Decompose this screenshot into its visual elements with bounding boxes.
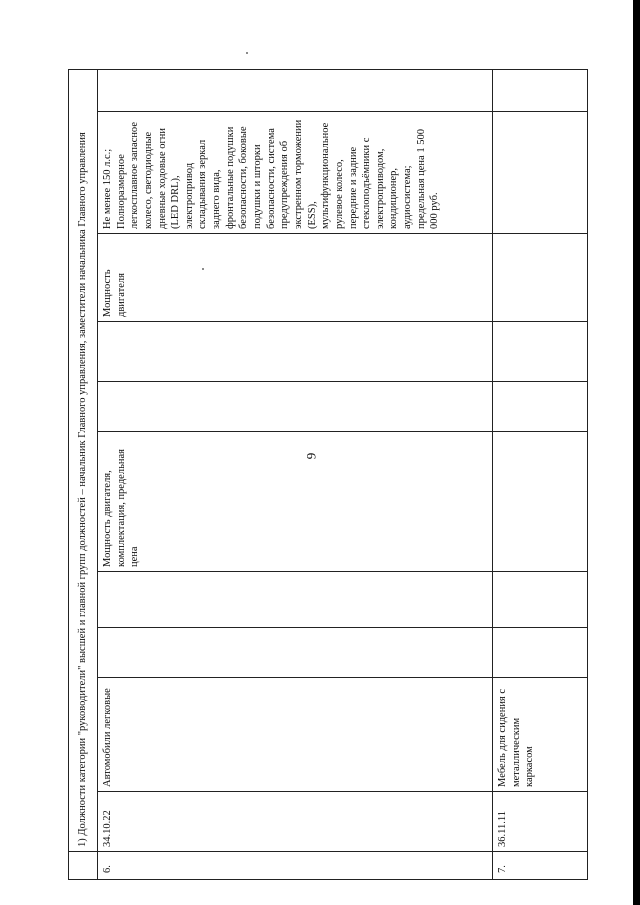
characteristic-param: Мощность двигателя xyxy=(98,234,493,322)
page-number: 9 xyxy=(303,452,319,460)
empty-cell xyxy=(98,69,493,111)
empty-cell xyxy=(98,382,493,432)
group-heading-row xyxy=(69,69,98,879)
empty-cell xyxy=(98,572,493,628)
empty-cell xyxy=(493,572,588,628)
empty-cell xyxy=(493,628,588,678)
document-table xyxy=(68,69,588,880)
empty-cell xyxy=(493,69,588,111)
characteristics: Мощность двигателя, комплектация, предельная цена xyxy=(98,432,493,572)
characteristic-value xyxy=(493,112,588,234)
row-number: 7. xyxy=(493,852,588,880)
empty-cell xyxy=(98,322,493,382)
empty-cell xyxy=(493,322,588,382)
characteristics xyxy=(493,432,588,572)
item-name: Автомобили легковые xyxy=(98,678,493,792)
row-number: 6. xyxy=(98,852,493,880)
characteristic-param xyxy=(493,234,588,322)
characteristic-value: Не менее 150 л.с.; Полноразмерное легкосплавное запасное колесо, светодиодные дневные ходовые огни (LED DRL), электропривод складывания зеркал заднего вида, фронтальные подушки безопасности, боковые подушки и шторки безопасности, система предупреждения об экстренном торможении (ESS), мультифункциональное рулевое колесо, передние и задние стеклоподъёмники с электроприводом, кондиционер, аудиосистема; предельная цена 1 500 000 руб. xyxy=(98,112,493,234)
item-name: Мебель для сидения с металлическим каркасом xyxy=(493,678,588,792)
okpd-code: 36.11.11 xyxy=(493,792,588,852)
scan-edge xyxy=(633,0,640,905)
scan-speck xyxy=(202,268,204,270)
group-heading: 1) Должности категории "руководители" высшей и главной групп должностей – начальник Главного управления, заместители начальника Главного управления xyxy=(69,69,98,851)
table-row xyxy=(493,69,588,879)
document-table-rotated xyxy=(68,70,588,880)
empty-cell xyxy=(98,628,493,678)
table-row xyxy=(98,69,493,879)
scan-speck xyxy=(246,52,248,54)
group-num-cell xyxy=(69,852,98,880)
okpd-code: 34.10.22 xyxy=(98,792,493,852)
empty-cell xyxy=(493,382,588,432)
